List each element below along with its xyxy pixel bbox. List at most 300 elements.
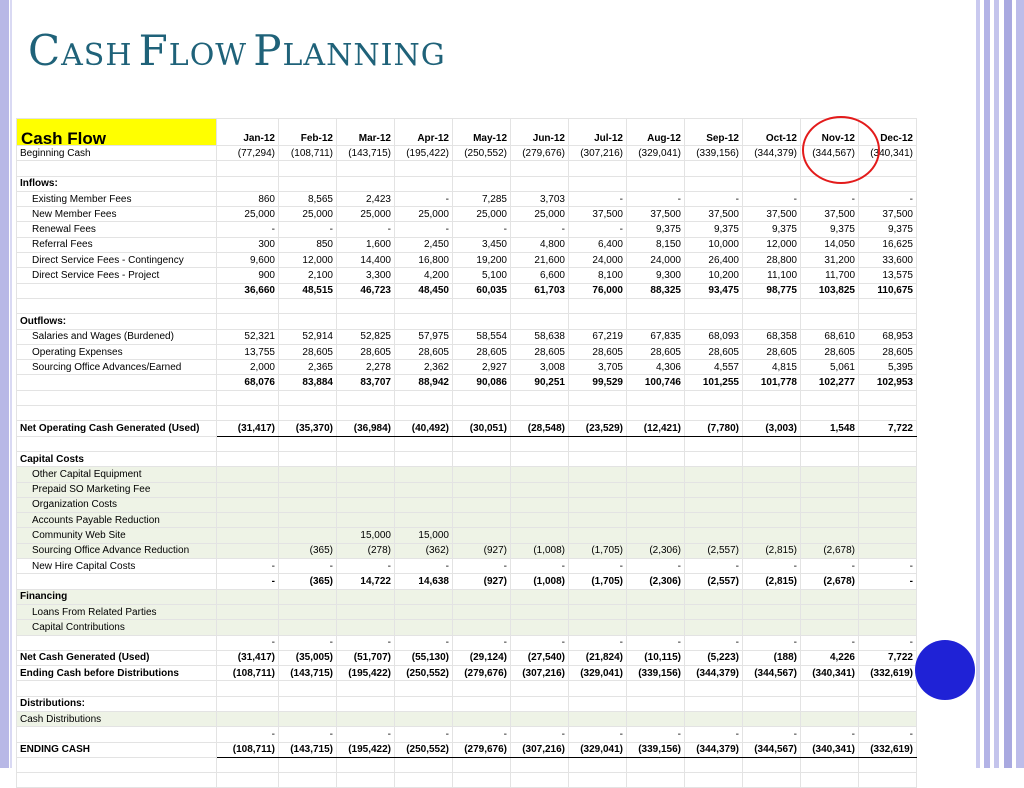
month-header: Jul-12 xyxy=(569,119,627,146)
table-cell xyxy=(743,497,801,512)
table-cell: 16,800 xyxy=(395,253,453,268)
table-cell xyxy=(279,696,337,711)
row-label: Salaries and Wages (Burdened) xyxy=(17,329,217,344)
table-cell xyxy=(685,696,743,711)
navigation-dot[interactable] xyxy=(915,640,975,700)
table-cell xyxy=(627,497,685,512)
table-cell xyxy=(453,711,511,726)
table-cell: (307,216) xyxy=(511,742,569,757)
table-cell: 26,400 xyxy=(685,253,743,268)
table-cell: - xyxy=(453,727,511,742)
table-row xyxy=(17,314,917,329)
row-label: Organization Costs xyxy=(17,497,217,512)
table-cell xyxy=(337,451,395,466)
table-cell xyxy=(279,757,337,772)
table-row xyxy=(17,497,917,512)
table-cell xyxy=(217,589,279,604)
table-cell: - xyxy=(279,559,337,574)
table-cell xyxy=(685,436,743,451)
table-cell xyxy=(685,467,743,482)
table-row xyxy=(17,451,917,466)
table-cell xyxy=(337,390,395,405)
table-row xyxy=(17,360,917,375)
row-label xyxy=(17,283,217,298)
table-cell: 93,475 xyxy=(685,283,743,298)
table-cell: 46,723 xyxy=(337,283,395,298)
table-row xyxy=(17,146,917,161)
table-cell xyxy=(569,176,627,191)
table-cell xyxy=(279,467,337,482)
table-cell: (188) xyxy=(743,650,801,665)
table-row xyxy=(17,253,917,268)
table-row xyxy=(17,635,917,650)
table-cell: (365) xyxy=(279,543,337,558)
table-cell: 6,400 xyxy=(569,237,627,252)
table-cell xyxy=(743,604,801,619)
table-cell xyxy=(217,773,279,788)
table-cell xyxy=(627,696,685,711)
table-cell xyxy=(627,589,685,604)
table-cell xyxy=(743,436,801,451)
table-cell xyxy=(453,176,511,191)
table-cell xyxy=(859,604,917,619)
table-cell: 68,953 xyxy=(859,329,917,344)
table-row xyxy=(17,650,917,665)
table-cell: (31,417) xyxy=(217,421,279,436)
table-cell: 9,375 xyxy=(801,222,859,237)
table-cell: (2,815) xyxy=(743,574,801,589)
table-cell: 68,610 xyxy=(801,329,859,344)
table-cell xyxy=(743,314,801,329)
table-cell xyxy=(511,298,569,313)
sheet-header-label: Cash Flow xyxy=(17,119,217,146)
table-cell xyxy=(453,451,511,466)
table-cell xyxy=(511,513,569,528)
table-cell: (77,294) xyxy=(217,146,279,161)
table-cell xyxy=(337,604,395,619)
table-cell: 5,061 xyxy=(801,360,859,375)
row-label: Direct Service Fees - Project xyxy=(17,268,217,283)
table-cell: - xyxy=(453,635,511,650)
table-row xyxy=(17,329,917,344)
table-cell: (2,306) xyxy=(627,543,685,558)
table-cell xyxy=(627,711,685,726)
table-row xyxy=(17,711,917,726)
table-cell xyxy=(801,436,859,451)
table-cell xyxy=(859,451,917,466)
table-cell xyxy=(395,406,453,421)
table-row xyxy=(17,513,917,528)
table-cell: - xyxy=(801,635,859,650)
table-cell xyxy=(511,482,569,497)
table-row xyxy=(17,574,917,589)
table-cell: - xyxy=(569,222,627,237)
table-cell: - xyxy=(217,727,279,742)
table-cell: - xyxy=(627,635,685,650)
table-cell: 28,605 xyxy=(685,344,743,359)
row-label: Loans From Related Parties xyxy=(17,604,217,619)
table-cell: 101,778 xyxy=(743,375,801,390)
table-cell: 25,000 xyxy=(395,207,453,222)
table-cell: 16,625 xyxy=(859,237,917,252)
table-cell: 33,600 xyxy=(859,253,917,268)
table-cell xyxy=(511,436,569,451)
row-label: Beginning Cash xyxy=(17,146,217,161)
table-cell: 102,953 xyxy=(859,375,917,390)
table-row xyxy=(17,620,917,635)
table-cell: (40,492) xyxy=(395,421,453,436)
month-header: Sep-12 xyxy=(685,119,743,146)
row-label xyxy=(17,161,217,176)
table-cell: - xyxy=(859,574,917,589)
table-cell: (51,707) xyxy=(337,650,395,665)
table-cell xyxy=(337,467,395,482)
table-cell: - xyxy=(859,635,917,650)
table-cell: (27,540) xyxy=(511,650,569,665)
table-cell xyxy=(859,482,917,497)
table-cell xyxy=(685,757,743,772)
table-cell xyxy=(685,681,743,696)
table-cell: (3,003) xyxy=(743,421,801,436)
table-cell: 37,500 xyxy=(743,207,801,222)
table-cell xyxy=(217,513,279,528)
table-cell xyxy=(859,436,917,451)
table-cell xyxy=(801,696,859,711)
table-cell: (2,306) xyxy=(627,574,685,589)
table-cell xyxy=(337,589,395,604)
table-cell: (339,156) xyxy=(627,666,685,681)
table-cell xyxy=(859,497,917,512)
table-cell xyxy=(453,681,511,696)
table-cell: - xyxy=(859,191,917,206)
table-cell: - xyxy=(337,222,395,237)
table-cell: 860 xyxy=(217,191,279,206)
table-cell: - xyxy=(569,727,627,742)
table-cell: (23,529) xyxy=(569,421,627,436)
table-cell: - xyxy=(217,635,279,650)
table-cell: - xyxy=(801,727,859,742)
table-cell: 2,100 xyxy=(279,268,337,283)
table-cell: 10,000 xyxy=(685,237,743,252)
table-cell xyxy=(453,696,511,711)
title-letter: P xyxy=(253,26,283,75)
table-cell xyxy=(279,604,337,619)
table-cell: - xyxy=(279,635,337,650)
table-row xyxy=(17,268,917,283)
table-cell: (279,676) xyxy=(511,146,569,161)
table-cell xyxy=(743,620,801,635)
table-cell xyxy=(395,467,453,482)
table-cell: (339,156) xyxy=(627,742,685,757)
table-cell: 3,450 xyxy=(453,237,511,252)
table-cell xyxy=(337,620,395,635)
table-row xyxy=(17,589,917,604)
table-cell xyxy=(801,482,859,497)
table-cell: 4,815 xyxy=(743,360,801,375)
table-cell xyxy=(685,390,743,405)
table-cell xyxy=(453,390,511,405)
table-cell: 15,000 xyxy=(337,528,395,543)
table-cell: (2,678) xyxy=(801,543,859,558)
table-cell xyxy=(395,711,453,726)
table-cell: (344,567) xyxy=(743,666,801,681)
table-cell xyxy=(511,589,569,604)
table-cell xyxy=(217,482,279,497)
table-cell xyxy=(685,176,743,191)
table-cell xyxy=(511,497,569,512)
table-cell: 5,395 xyxy=(859,360,917,375)
table-cell: 3,008 xyxy=(511,360,569,375)
table-cell: 37,500 xyxy=(569,207,627,222)
table-cell xyxy=(743,696,801,711)
table-cell: - xyxy=(685,559,743,574)
table-cell: (927) xyxy=(453,574,511,589)
table-cell: - xyxy=(859,559,917,574)
table-cell: 4,200 xyxy=(395,268,453,283)
table-cell xyxy=(801,757,859,772)
table-cell: 24,000 xyxy=(627,253,685,268)
table-cell: - xyxy=(685,727,743,742)
row-label: Other Capital Equipment xyxy=(17,467,217,482)
table-cell xyxy=(569,482,627,497)
table-cell: - xyxy=(279,222,337,237)
table-cell: (329,041) xyxy=(569,742,627,757)
table-cell: (365) xyxy=(279,574,337,589)
table-cell xyxy=(337,681,395,696)
table-cell xyxy=(511,451,569,466)
table-cell: 36,660 xyxy=(217,283,279,298)
table-cell xyxy=(859,176,917,191)
table-cell xyxy=(453,436,511,451)
table-cell: 4,306 xyxy=(627,360,685,375)
table-cell: - xyxy=(569,191,627,206)
table-cell xyxy=(743,711,801,726)
table-cell: 76,000 xyxy=(569,283,627,298)
table-cell: - xyxy=(217,222,279,237)
table-cell xyxy=(453,757,511,772)
table-cell: (2,678) xyxy=(801,574,859,589)
table-cell xyxy=(395,161,453,176)
table-cell: 24,000 xyxy=(569,253,627,268)
table-cell: (35,005) xyxy=(279,650,337,665)
table-row xyxy=(17,436,917,451)
table-cell: 12,000 xyxy=(279,253,337,268)
table-cell xyxy=(569,390,627,405)
table-cell: 28,605 xyxy=(859,344,917,359)
header-row xyxy=(17,119,917,146)
table-cell: 68,093 xyxy=(685,329,743,344)
table-cell xyxy=(801,314,859,329)
table-cell xyxy=(569,773,627,788)
table-cell xyxy=(859,696,917,711)
table-cell: 103,825 xyxy=(801,283,859,298)
table-cell: 14,050 xyxy=(801,237,859,252)
table-cell xyxy=(859,513,917,528)
table-cell xyxy=(685,161,743,176)
table-cell xyxy=(859,543,917,558)
table-cell: 25,000 xyxy=(279,207,337,222)
row-label xyxy=(17,406,217,421)
table-cell xyxy=(395,497,453,512)
table-cell xyxy=(511,757,569,772)
table-cell: (28,548) xyxy=(511,421,569,436)
table-cell: 25,000 xyxy=(337,207,395,222)
table-row xyxy=(17,773,917,788)
table-cell: 28,800 xyxy=(743,253,801,268)
table-cell xyxy=(453,314,511,329)
table-cell xyxy=(685,451,743,466)
table-cell xyxy=(453,589,511,604)
table-cell: 57,975 xyxy=(395,329,453,344)
table-cell: 28,605 xyxy=(337,344,395,359)
month-header: Feb-12 xyxy=(279,119,337,146)
table-cell: 9,600 xyxy=(217,253,279,268)
table-cell: (31,417) xyxy=(217,650,279,665)
table-cell xyxy=(627,314,685,329)
table-cell: 37,500 xyxy=(627,207,685,222)
table-cell: 68,358 xyxy=(743,329,801,344)
table-cell: 3,300 xyxy=(337,268,395,283)
table-cell: - xyxy=(743,727,801,742)
table-cell: (108,711) xyxy=(279,146,337,161)
month-header: Dec-12 xyxy=(859,119,917,146)
table-cell xyxy=(511,176,569,191)
table-cell: 58,638 xyxy=(511,329,569,344)
table-cell: - xyxy=(685,191,743,206)
table-cell: 67,835 xyxy=(627,329,685,344)
table-cell: 100,746 xyxy=(627,375,685,390)
table-cell xyxy=(801,298,859,313)
table-cell: 11,100 xyxy=(743,268,801,283)
row-label: Accounts Payable Reduction xyxy=(17,513,217,528)
table-cell xyxy=(627,681,685,696)
table-cell: 102,277 xyxy=(801,375,859,390)
table-cell xyxy=(337,406,395,421)
table-cell xyxy=(217,696,279,711)
table-cell: 13,755 xyxy=(217,344,279,359)
row-label xyxy=(17,681,217,696)
table-cell xyxy=(337,497,395,512)
table-cell: (29,124) xyxy=(453,650,511,665)
table-cell xyxy=(217,604,279,619)
table-cell xyxy=(801,711,859,726)
table-cell xyxy=(743,482,801,497)
table-cell xyxy=(511,467,569,482)
month-header: Jun-12 xyxy=(511,119,569,146)
table-cell xyxy=(279,436,337,451)
table-cell: 15,000 xyxy=(395,528,453,543)
table-cell xyxy=(217,757,279,772)
table-row xyxy=(17,191,917,206)
row-label: Net Operating Cash Generated (Used) xyxy=(17,421,217,436)
table-cell: - xyxy=(685,635,743,650)
table-cell: 9,375 xyxy=(743,222,801,237)
table-row xyxy=(17,207,917,222)
table-cell xyxy=(859,711,917,726)
table-cell xyxy=(801,604,859,619)
table-cell: 9,300 xyxy=(627,268,685,283)
table-cell: (927) xyxy=(453,543,511,558)
table-cell: 300 xyxy=(217,237,279,252)
row-label: Sourcing Office Advances/Earned xyxy=(17,360,217,375)
table-row xyxy=(17,406,917,421)
table-cell xyxy=(511,773,569,788)
table-cell xyxy=(217,436,279,451)
table-cell xyxy=(279,314,337,329)
table-cell: (278) xyxy=(337,543,395,558)
table-cell: (340,341) xyxy=(859,146,917,161)
table-cell xyxy=(337,773,395,788)
table-cell: 52,825 xyxy=(337,329,395,344)
table-cell xyxy=(337,314,395,329)
table-cell xyxy=(279,176,337,191)
table-cell: - xyxy=(627,191,685,206)
table-cell xyxy=(279,482,337,497)
table-row xyxy=(17,375,917,390)
table-cell xyxy=(801,497,859,512)
table-cell xyxy=(395,390,453,405)
row-label xyxy=(17,390,217,405)
table-row xyxy=(17,390,917,405)
table-cell xyxy=(279,589,337,604)
table-cell: - xyxy=(859,727,917,742)
table-cell xyxy=(453,773,511,788)
table-cell: 28,605 xyxy=(511,344,569,359)
table-cell xyxy=(801,390,859,405)
table-cell xyxy=(217,497,279,512)
table-cell xyxy=(685,406,743,421)
table-cell xyxy=(569,711,627,726)
table-cell: 7,722 xyxy=(859,650,917,665)
table-cell xyxy=(859,298,917,313)
table-cell xyxy=(337,696,395,711)
table-cell xyxy=(801,513,859,528)
table-cell: - xyxy=(395,635,453,650)
table-cell: 10,200 xyxy=(685,268,743,283)
table-cell: (30,051) xyxy=(453,421,511,436)
table-cell xyxy=(685,513,743,528)
table-row xyxy=(17,757,917,772)
table-cell xyxy=(627,773,685,788)
table-cell xyxy=(453,467,511,482)
table-cell xyxy=(217,681,279,696)
table-cell: (1,705) xyxy=(569,574,627,589)
table-cell xyxy=(453,406,511,421)
table-cell: 88,325 xyxy=(627,283,685,298)
table-cell xyxy=(511,390,569,405)
table-cell: (344,567) xyxy=(743,742,801,757)
table-cell xyxy=(569,513,627,528)
table-cell xyxy=(859,681,917,696)
row-label: Capital Contributions xyxy=(17,620,217,635)
table-cell xyxy=(627,161,685,176)
table-cell: (344,567) xyxy=(801,146,859,161)
table-cell: 19,200 xyxy=(453,253,511,268)
table-cell xyxy=(685,497,743,512)
table-cell xyxy=(511,711,569,726)
table-cell xyxy=(569,314,627,329)
table-cell xyxy=(859,773,917,788)
row-label: Existing Member Fees xyxy=(17,191,217,206)
table-cell: (344,379) xyxy=(685,742,743,757)
table-cell: 14,400 xyxy=(337,253,395,268)
table-cell xyxy=(743,467,801,482)
table-cell xyxy=(743,513,801,528)
table-cell: - xyxy=(511,635,569,650)
table-cell xyxy=(627,451,685,466)
table-cell: - xyxy=(395,727,453,742)
table-cell: - xyxy=(337,727,395,742)
